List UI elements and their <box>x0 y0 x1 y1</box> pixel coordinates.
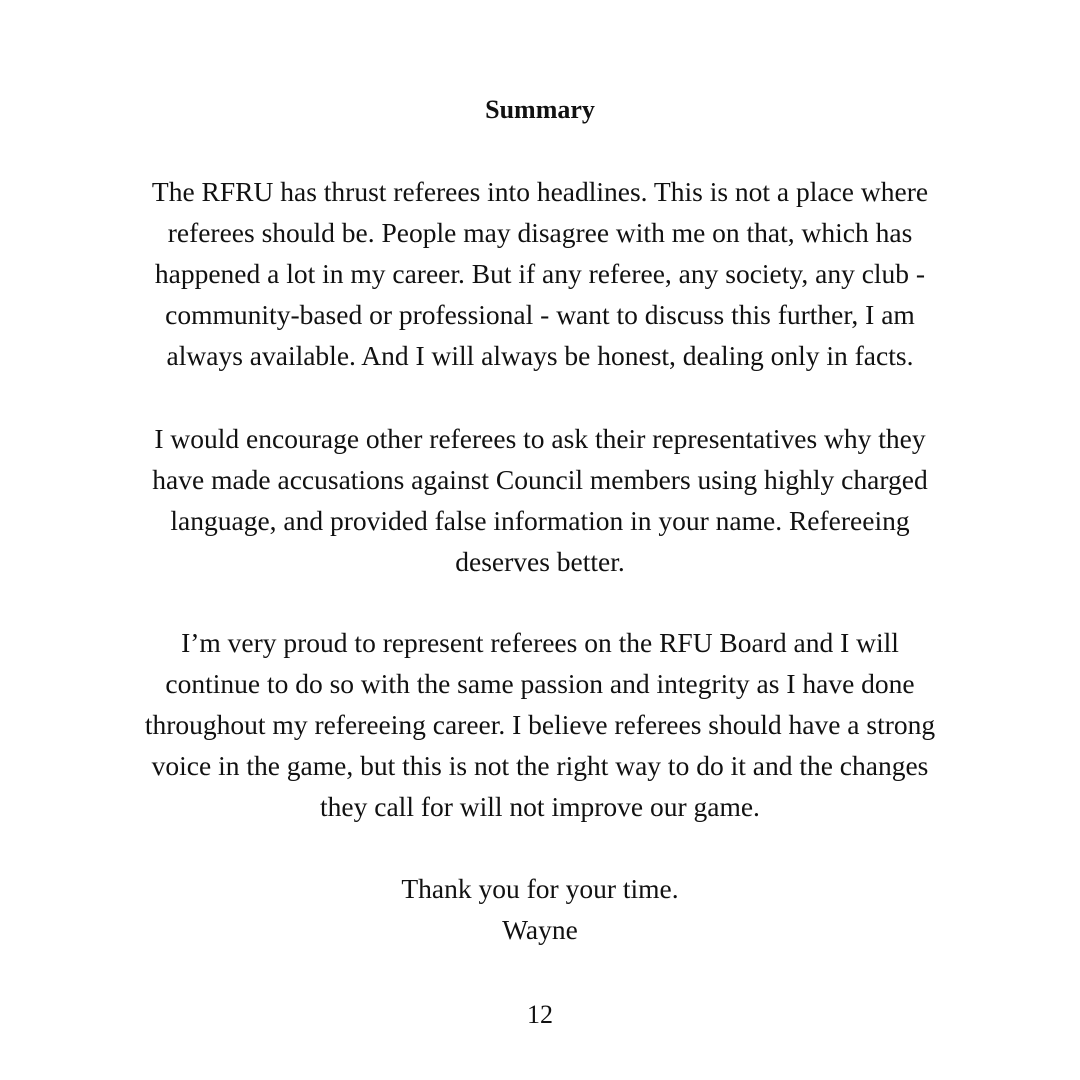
paragraph-line: always available. And I will always be honest, dealing only in facts. <box>166 340 914 371</box>
paragraph-line: throughout my refereeing career. I believe referees should have a strong <box>144 709 936 740</box>
paragraph-line: The RFRU has thrust referees into headlines. This is not a place where <box>151 176 929 207</box>
paragraph-line: deserves better. <box>455 546 625 577</box>
paragraph-line: I’m very proud to represent referees on the RFU Board and I will <box>181 627 899 658</box>
paragraph-line: language, and provided false information in your name. Refereeing <box>170 505 910 536</box>
paragraph-line: voice in the game, but this is not the right way to do it and the changes <box>151 750 929 781</box>
paragraph-line: have made accusations against Council members using highly charged <box>152 464 928 495</box>
paragraph-line: they call for will not improve our game. <box>320 791 760 822</box>
page-number: 12 <box>527 1000 553 1029</box>
closing-block <box>90 868 990 950</box>
paragraph-line: referees should be. People may disagree with me on that, which has <box>167 217 913 248</box>
paragraph-line: community-based or professional - want to discuss this further, I am <box>165 299 915 330</box>
paragraph-2 <box>90 418 990 582</box>
closing-thanks: Thank you for your time. <box>401 873 679 904</box>
paragraph-line: happened a lot in my career. But if any referee, any society, any club - <box>154 258 926 289</box>
page-heading: Summary <box>485 95 595 124</box>
paragraph-line: I would encourage other referees to ask their representatives why they <box>154 423 926 454</box>
signature: Wayne <box>502 914 578 945</box>
paragraph-1 <box>90 171 990 376</box>
paragraph-line: continue to do so with the same passion and integrity as I have done <box>165 668 915 699</box>
paragraph-3 <box>90 622 990 827</box>
